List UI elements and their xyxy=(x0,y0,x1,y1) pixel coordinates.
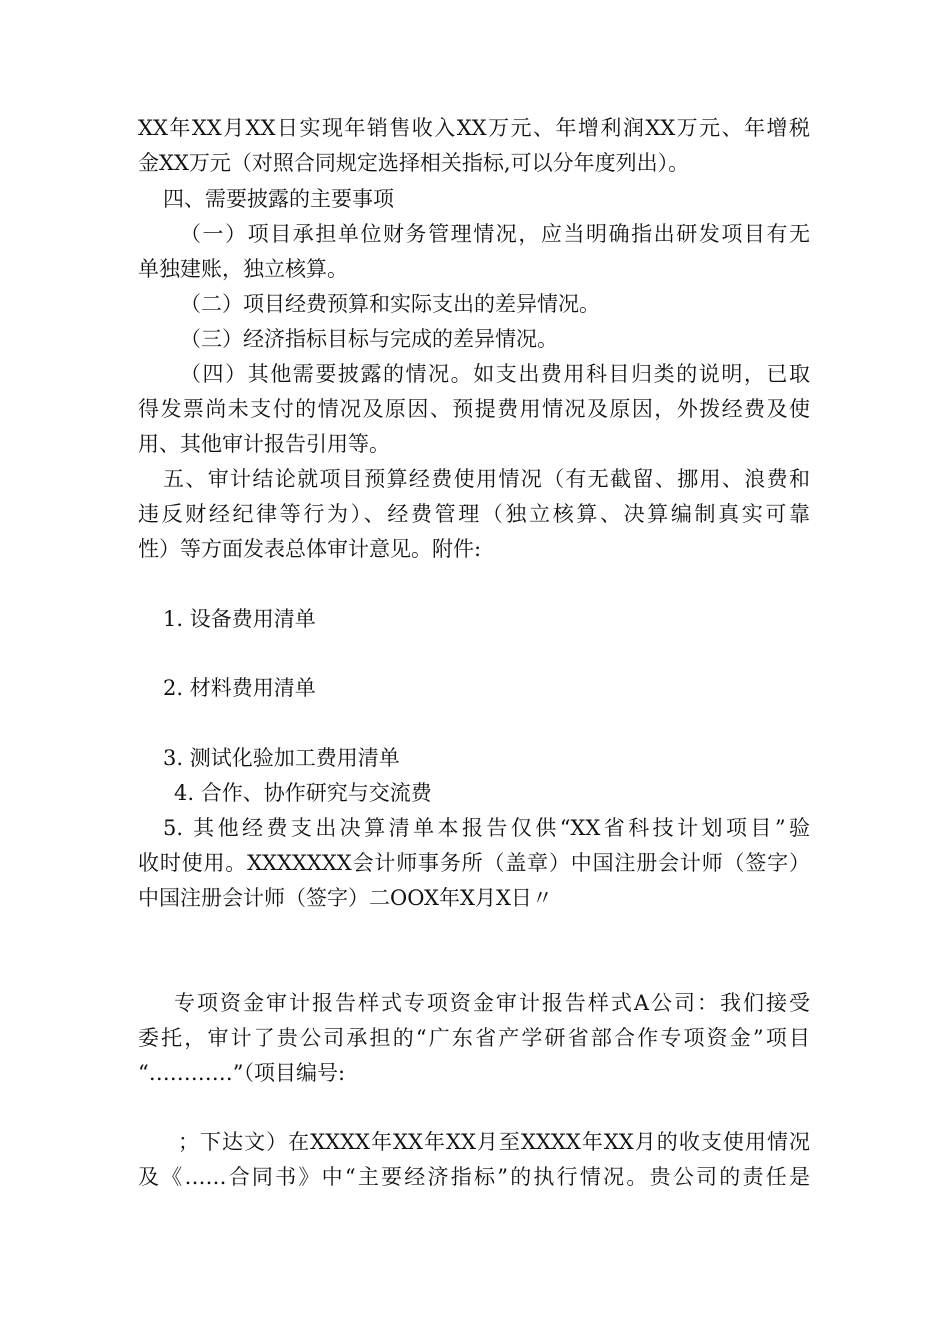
attachment-item-2: 2. 材料费用清单 xyxy=(163,676,316,700)
text-line-10: 用、其他审计报告引用等。 xyxy=(138,432,390,456)
text-line-9: 得发票尚未支付的情况及原因、预提费用情况及原因，外拨经费及使 xyxy=(138,397,810,421)
attachment-item-5: 5. 其他经费支出决算清单本报告仅供“XX省科技计划项目”验 xyxy=(163,816,810,840)
text-line-23: “…………”（项目编号: xyxy=(138,1061,346,1085)
attachment-item-1: 1. 设备费用清单 xyxy=(163,607,316,631)
text-line-6: （二）项目经费预算和实际支出的差异情况。 xyxy=(180,292,600,316)
text-line-8: （四）其他需要披露的情况。如支出费用科目归类的说明，已取 xyxy=(180,362,810,386)
text-line-22: 委托，审计了贵公司承担的“广东省产学研省部合作专项资金”项目 xyxy=(138,1026,810,1050)
text-line-19: 收时使用。XXXXXXX会计师事务所（盖章）中国注册会计师（签字） xyxy=(138,851,810,875)
text-line-21: 专项资金审计报告样式专项资金审计报告样式A公司：我们接受 xyxy=(174,991,810,1015)
text-line-5: 单独建账，独立核算。 xyxy=(138,257,348,281)
text-line-20: 中国注册会计师（签字）二OOX年X月X日〃 xyxy=(138,886,553,910)
text-line-4: （一）项目承担单位财务管理情况，应当明确指出研发项目有无 xyxy=(180,222,810,246)
text-line-7: （三）经济指标目标与完成的差异情况。 xyxy=(180,327,558,351)
attachment-item-4: 4. 合作、协作研究与交流费 xyxy=(174,781,432,805)
text-line-13: 性）等方面发表总体审计意见。附件: xyxy=(138,537,482,561)
text-line-25: 及《……合同书》中“主要经济指标”的执行情况。贵公司的责任是 xyxy=(138,1165,810,1189)
section-heading-5: 五、审计结论就项目预算经费使用情况（有无截留、挪用、浪费和 xyxy=(163,467,810,491)
attachment-item-3: 3. 测试化验加工费用清单 xyxy=(163,746,400,770)
section-heading-4: 四、需要披露的主要事项 xyxy=(163,187,394,211)
text-line-24: ；下达文）在XXXX年XX年XX月至XXXX年XX月的收支使用情况 xyxy=(178,1130,810,1154)
text-line-2: 金XX万元（对照合同规定选择相关指标,可以分年度列出）。 xyxy=(138,151,690,175)
text-line-12: 违反财经纪律等行为）、经费管理（独立核算、决算编制真实可靠 xyxy=(138,502,810,526)
text-line-1: XX年XX月XX日实现年销售收入XX万元、年增利润XX万元、年增税 xyxy=(138,116,810,140)
